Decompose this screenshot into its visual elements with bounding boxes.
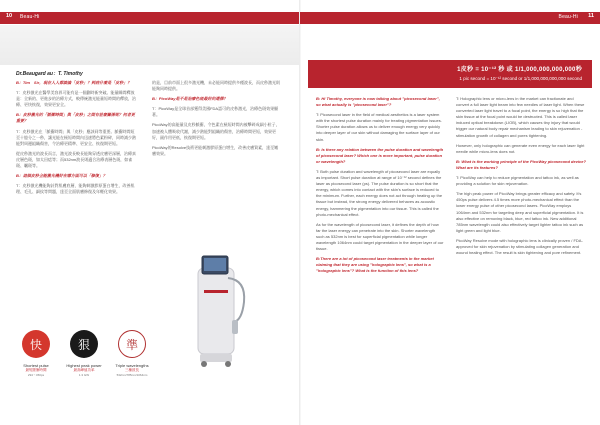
left-column-2 bbox=[152, 80, 282, 161]
byline: Dr.Beaugard au：T. Timothy bbox=[16, 71, 83, 77]
formula-line-en: 1 pic second = 10⁻¹² second or 1/1,000,000,000,000 second bbox=[459, 76, 582, 81]
interview-answer: As for the wavelength of picosecond laser, it defines the depth of how far the laser energy can penetrate into the skin. Shorter wavelength such as 532nm is best for superficial pigmentation while longer wavelength 1064nm could target pigmentation in the deeper layer of our tissue. bbox=[316, 221, 444, 252]
right-column-2 bbox=[456, 96, 586, 260]
picosecond-formula-banner bbox=[308, 60, 592, 88]
interview-answer: T：皮秒激光機能夠針對肌膚底層，能夠刺激膠原蛋白增生，改善肌理、毛孔、細紋等問題，達至全面肌膚修復及年輕化效果。 bbox=[16, 183, 135, 195]
feature-triple-wavelengths bbox=[112, 330, 152, 377]
feature-label-zh: 三種波長 bbox=[125, 368, 139, 372]
interview-question: B: What is the working principle of the PicoWay picosecond device? What are its features? bbox=[456, 158, 586, 170]
interview-question: B: Is there any relation between the pulse duration and wavelength of picosecond laser? Which one is more important, pulse duration or wavelength? bbox=[316, 146, 444, 164]
feature-label: Shortest pulse bbox=[23, 363, 49, 368]
feature-label: Highest peak power bbox=[66, 363, 102, 368]
interview-question: B:There are a lot of picosecond laser treatments in the market claiming that they are using "holographic lens", so what is a "holographic lens"? What is the function of this lens? bbox=[316, 256, 434, 274]
feature-shortest-pulse bbox=[16, 330, 56, 377]
header-photo bbox=[0, 25, 300, 65]
hen-icon: 狠 bbox=[70, 330, 98, 358]
feature-sub: 532nm/785nm/1064nm bbox=[116, 372, 148, 377]
feature-sub: 294～450ps bbox=[27, 372, 45, 377]
interview-answer: T: PicoWay can help to reduce pigmentation and tattoo ink, as well as providing a solution for skin rejuvenation. bbox=[456, 175, 579, 187]
zhun-icon: 準 bbox=[118, 330, 146, 358]
feature-sub: 1.3 GW bbox=[78, 372, 90, 377]
feature-peak-power bbox=[64, 330, 104, 377]
formula-line-zh: 1皮秒 = 10⁻¹² 秒 或 1/1,000,000,000,000秒 bbox=[457, 67, 582, 73]
interview-answer: 的是，目前市面上很多激光機，未必能同時提供多種波長，而皮秒激光則能夠同時提供。 bbox=[152, 80, 280, 92]
interview-answer: PicoWay的高能量及皮秒脈衝，令色素在極短時間內被擊碎成細小粒子，加速被人體吸收代謝，減少熱能對組織的傷害，治療時間更短，效果更好，副作用更低，恢復期更短。 bbox=[152, 122, 280, 140]
interview-question: B：這個皮秒全能激光機好在哪方面可以「修復」？ bbox=[16, 173, 107, 179]
interview-answer: The high peak power of PicoWay brings greater efficacy and safety. It's 450ps pulse delivers 4.5 times more photo-mechanical effect than the lower energy pulse of other picosecond lasers. PicoWay employs 1064nm and 532nm for targeting deep and superficial pigmentation. It is also effective on removing black, blue, red tattoo ink. New additional 785nm wavelength could also effectively target lighter tattoo ink such as light green and light blue. bbox=[456, 191, 584, 233]
interview-answer: T：皮秒激光在醫學美容界可能有是一個劃時新突破。能量瞬間釋放是：全新的、更進步的治療方式，較傳統激光能量短時間的釋放，治療、更快恢復，效果更安全。 bbox=[16, 90, 136, 108]
interview-answer: T：PicoWay是全球首部獲得美國FDA認可的皮秒激光，治療色斑效果顯著。 bbox=[152, 106, 279, 118]
right-page bbox=[300, 0, 600, 425]
feature-label-zh: 最高峰值功率 bbox=[73, 368, 95, 372]
right-column-1 bbox=[316, 96, 444, 278]
left-column-1 bbox=[16, 80, 137, 199]
interview-answer: T: Picosecond laser in the field of medical aesthetics is a laser system with the shortest pulse duration mainly for treating pigmentation issues. Shorter pulse duration allows us to deliver enough energy very quickly into deeper layer of our skin without damaging the surface layer of our skin. bbox=[316, 112, 442, 142]
laser-device-image bbox=[176, 250, 254, 372]
interview-question: B：皮秒激光的「脈衝時間」與「皮秒」之間有甚麼關係呢？何者更重要？ bbox=[16, 112, 135, 124]
left-header-bar bbox=[0, 12, 300, 24]
left-brand: Beau-Hi bbox=[20, 13, 40, 20]
interview-answer: 從皮秒激光的波長而言，激光波長較長能夠穿透皮膚更深層，治療真皮層色斑，如太田痣等；而532nm波長則適合治療表層色斑，如雀斑、曬斑等。 bbox=[16, 150, 136, 169]
interview-answer: However, only holographic can generate even energy for each laser light needle while micro-lens does not. bbox=[456, 142, 585, 154]
interview-answer: PicoWay的Resolve技術更能刺激膠原蛋白增生，改善皮膚質素，達至嫩膚效果。 bbox=[152, 144, 279, 156]
interview-answer: T: Holographic lens or micro-lens in the market can fractionate and convert a full laser light beam into few needles of laser light. When these converted laser light travel to a focal point, the energy is so high that the skin tissue at the focal point would be destructed. This is called laser induced optical breakdown (LIOB), which causes tiny injury that would trigger our natural body repair mechanism leading to skin rejuvenation - stimulation growth of collagen and pores tightening. bbox=[456, 96, 585, 138]
interview-question: B: Hi Timothy, everyone is now talking about "picosecond laser", so what actually is "picosecond laser"? bbox=[316, 96, 440, 108]
feature-label: Triple wavelengths bbox=[115, 363, 149, 368]
left-page-number: 10 bbox=[6, 13, 13, 19]
interview-question: B：Tim Sir，現在人人都談論「皮秒」？到底什麼是「皮秒」？ bbox=[16, 80, 132, 85]
right-brand: Beau-Hi bbox=[558, 13, 578, 20]
right-page-number: 11 bbox=[588, 13, 594, 19]
kuai-icon: 快 bbox=[22, 330, 50, 358]
interview-question: B：PicoWay是不是治療色斑最好的選擇？ bbox=[152, 96, 228, 102]
interview-answer: PicoWay Resolve mode with holographic lens is clinically proven / FDA-approved for skin rejuvenation by stimulating collagen generation and wound healing effect. The result is skin tightening and pore refinement. bbox=[456, 237, 583, 256]
interview-answer: T：皮秒激光在「脈衝時間」與「皮秒」應該同等重要。脈衝時間短至十億分之一秒，讓光能在極短時間內迅速將色素粉碎，同時減少熱能對周邊組織傷害，令治療更精準、更安全、恢復期更短。 bbox=[16, 128, 136, 146]
right-header-bar bbox=[300, 12, 600, 24]
feature-label-zh: 最短脈衝時間 bbox=[25, 368, 47, 372]
feature-icons bbox=[16, 330, 156, 410]
interview-answer: T: Both pulse duration and wavelength of picosecond laser are equally as important. Short pulse duration at range of 10⁻¹² second defines the laser as picosecond laser (ps). The pulse duration is so short that the energy, which comes into contact with the skin's surface is reduced to the minimum. Further, each energy does not act through heating up the tissue but instead, the strong energy delivered behaves as acoustic energy, hammering the pigmentation into our tissue. This is called the photo-mechanical effect. bbox=[316, 168, 443, 217]
